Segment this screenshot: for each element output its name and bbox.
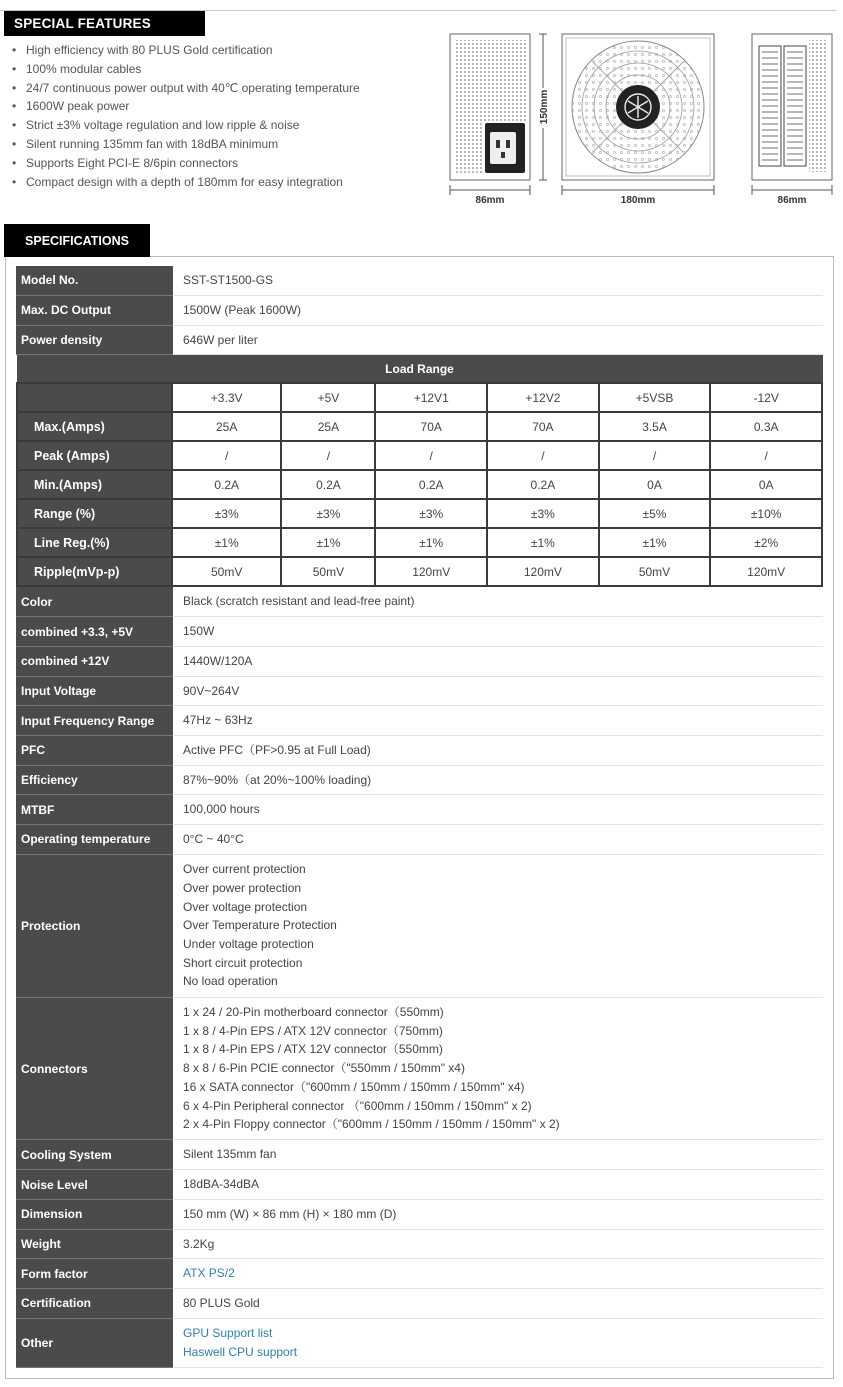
table-row (17, 383, 822, 412)
psu-drawing-svg (443, 30, 839, 210)
load-cell: 0.2A (281, 470, 375, 499)
load-cell: 120mV (375, 557, 487, 586)
load-cell: ±1% (172, 528, 282, 557)
spec-value-line: 150W (183, 624, 215, 639)
load-cell: ±2% (710, 528, 822, 557)
spec-value (173, 676, 823, 706)
load-cell: ±1% (375, 528, 487, 557)
load-cell: 25A (281, 412, 375, 441)
spec-value-line: 2 x 4-Pin Floppy connector（"600mm / 150mm / 150mm / 150mm" x 2) (183, 1117, 560, 1132)
bottom-dimensions (450, 185, 832, 195)
spec-label: Connectors (16, 997, 173, 1140)
spec-label: Other (16, 1318, 173, 1367)
spec-value-line: 6 x 4-Pin Peripheral connector （"600mm / 150mm / 150mm" x 2) (183, 1098, 532, 1113)
spec-value: 1500W (Peak 1600W) (173, 295, 823, 325)
table-row (16, 295, 823, 325)
table-row (16, 266, 823, 295)
load-row-label: Peak (Amps) (17, 441, 172, 470)
spec-value-line: Active PFC（PF>0.95 at Full Load) (183, 742, 371, 757)
load-cell: ±1% (599, 528, 711, 557)
spec-label: Weight (16, 1229, 173, 1259)
load-range-title: Load Range (17, 355, 822, 383)
load-cell: / (487, 441, 599, 470)
spec-value (173, 765, 823, 795)
table-row (16, 1199, 823, 1229)
spec-label: Power density (16, 325, 173, 354)
rear-view (752, 34, 832, 180)
list-item: • Supports Eight PCI-E 8/6pin connectors (12, 154, 360, 173)
load-cell: / (710, 441, 822, 470)
spec-value-line: 1440W/120A (183, 653, 253, 668)
load-column-header: +3.3V (172, 383, 282, 412)
spec-value-line: 150 mm (W) × 86 mm (H) × 180 mm (D) (183, 1206, 397, 1221)
load-cell: / (281, 441, 375, 470)
spec-value-line: 1 x 8 / 4-Pin EPS / ATX 12V connector（550mm) (183, 1042, 443, 1057)
spec-label: Max. DC Output (16, 295, 173, 325)
spec-label: Efficiency (16, 765, 173, 795)
table-row (17, 441, 822, 470)
load-range-table (16, 355, 823, 588)
table-row (16, 646, 823, 676)
table-row (16, 325, 823, 354)
load-cell: 120mV (487, 557, 599, 586)
spec-label: Certification (16, 1288, 173, 1318)
load-cell: / (375, 441, 487, 470)
spec-label: Protection (16, 854, 173, 997)
load-cell: ±1% (487, 528, 599, 557)
table-row (16, 706, 823, 736)
spec-value-line: Black (scratch resistant and lead-free paint) (183, 594, 415, 609)
spec-link[interactable]: ATX PS/2 (183, 1266, 235, 1281)
load-column-header: +12V1 (375, 383, 487, 412)
spec-value (173, 1229, 823, 1259)
spec-value-line: 16 x SATA connector（"600mm / 150mm / 150mm / 150mm" x4) (183, 1079, 525, 1094)
dimension-drawing (443, 30, 839, 210)
load-cell: ±3% (281, 499, 375, 528)
list-item: • Silent running 135mm fan with 18dBA minimum (12, 135, 360, 154)
spec-value (173, 587, 823, 617)
spec-label: Dimension (16, 1199, 173, 1229)
list-item: • High efficiency with 80 PLUS Gold certification (12, 41, 360, 60)
spec-value (173, 1288, 823, 1318)
load-cell: 50mV (599, 557, 711, 586)
load-cell: 0.3A (710, 412, 822, 441)
spec-value (173, 1140, 823, 1170)
spec-label: PFC (16, 735, 173, 765)
spec-label: combined +12V (16, 646, 173, 676)
spec-label: Noise Level (16, 1170, 173, 1200)
load-cell: ±10% (710, 499, 822, 528)
spec-value-line: Silent 135mm fan (183, 1147, 277, 1162)
load-row-label: Ripple(mVp-p) (17, 557, 172, 586)
spec-label: Model No. (16, 266, 173, 295)
list-item: • 24/7 continuous power output with 40℃ operating temperature (12, 79, 360, 98)
load-cell: 0.2A (172, 470, 282, 499)
load-cell: 0.2A (375, 470, 487, 499)
table-row (16, 997, 823, 1140)
load-cell: / (172, 441, 282, 470)
load-cell: 0.2A (487, 470, 599, 499)
spec-value (173, 706, 823, 736)
spec-table (16, 266, 823, 1368)
spec-value: 646W per liter (173, 325, 823, 354)
spec-value (173, 1259, 823, 1289)
spec-value (173, 1199, 823, 1229)
dim-side-width-label: 86mm (475, 195, 505, 206)
spec-value-line: 47Hz ~ 63Hz (183, 713, 253, 728)
dim-height-label: 150mm (539, 89, 550, 125)
spec-link[interactable]: Haswell CPU support (183, 1344, 298, 1359)
height-dimension (535, 34, 551, 180)
table-row (16, 795, 823, 825)
feature-list (12, 41, 360, 191)
spec-label: Form factor (16, 1259, 173, 1289)
dim-top-width-label: 180mm (620, 195, 656, 206)
spec-label: MTBF (16, 795, 173, 825)
table-row (16, 1229, 823, 1259)
spec-value-line: Over power protection (183, 880, 302, 895)
load-row-label: Min.(Amps) (17, 470, 172, 499)
spec-label: combined +3.3, +5V (16, 617, 173, 647)
load-cell: / (599, 441, 711, 470)
spec-value-line: 1 x 8 / 4-Pin EPS / ATX 12V connector（750mm) (183, 1023, 443, 1038)
load-cell: ±1% (281, 528, 375, 557)
load-cell: ±3% (172, 499, 282, 528)
load-row-label: Range (%) (17, 499, 172, 528)
spec-value (173, 617, 823, 647)
table-row (17, 557, 822, 586)
spec-value (173, 1318, 823, 1367)
spec-label: Input Voltage (16, 676, 173, 706)
spec-link[interactable]: GPU Support list (183, 1326, 273, 1341)
specifications-header: SPECIFICATIONS (4, 224, 150, 257)
load-column-header: +12V2 (487, 383, 599, 412)
load-cell: 50mV (281, 557, 375, 586)
special-features-header: SPECIAL FEATURES (4, 11, 205, 36)
load-cell: 25A (172, 412, 282, 441)
table-row (16, 765, 823, 795)
spec-label: Operating temperature (16, 825, 173, 855)
spec-value (173, 825, 823, 855)
spec-value-line: 87%~90%（at 20%~100% loading) (183, 772, 372, 787)
load-cell: 3.5A (599, 412, 711, 441)
dim-rear-width-label: 86mm (777, 195, 807, 206)
table-row (16, 854, 823, 997)
list-item: • 100% modular cables (12, 60, 360, 79)
load-row-label: Max.(Amps) (17, 412, 172, 441)
load-cell: 70A (375, 412, 487, 441)
load-cell: ±3% (487, 499, 599, 528)
spec-value-line: 100,000 hours (183, 802, 260, 817)
table-row (16, 617, 823, 647)
spec-value-line: 90V~264V (183, 683, 240, 698)
spec-value (173, 997, 823, 1140)
list-item: • 1600W peak power (12, 97, 360, 116)
spec-value-line: Over voltage protection (183, 899, 308, 914)
load-cell: 50mV (172, 557, 282, 586)
table-row (16, 1140, 823, 1170)
spec-value-line: Under voltage protection (183, 936, 314, 951)
table-row (16, 587, 823, 617)
spec-value-line: 1 x 24 / 20-Pin motherboard connector（550mm) (183, 1005, 444, 1020)
fan-view (562, 34, 714, 180)
table-row (16, 676, 823, 706)
spec-value-line: No load operation (183, 974, 278, 989)
table-row (17, 412, 822, 441)
spec-value-line: 18dBA-34dBA (183, 1177, 260, 1192)
table-row (16, 1170, 823, 1200)
spec-value (173, 646, 823, 676)
load-cell: 0A (710, 470, 822, 499)
load-column-header: +5V (281, 383, 375, 412)
load-cell: ±5% (599, 499, 711, 528)
spec-value (173, 735, 823, 765)
table-row (17, 499, 822, 528)
spec-value-line: 80 PLUS Gold (183, 1295, 260, 1310)
spec-label: Input Frequency Range (16, 706, 173, 736)
spec-value-line: 8 x 8 / 6-Pin PCIE connector（"550mm / 150mm" x4) (183, 1061, 465, 1076)
load-row-label: Line Reg.(%) (17, 528, 172, 557)
spec-value-line: Short circuit protection (183, 955, 303, 970)
load-column-header: +5VSB (599, 383, 711, 412)
side-view (450, 34, 530, 180)
table-row (16, 1318, 823, 1367)
load-corner-cell (17, 383, 172, 412)
load-cell: 70A (487, 412, 599, 441)
spec-value (173, 795, 823, 825)
spec-value: SST-ST1500-GS (173, 266, 823, 295)
list-item: • Strict ±3% voltage regulation and low ripple & noise (12, 116, 360, 135)
spec-label: Cooling System (16, 1140, 173, 1170)
spec-value (173, 1170, 823, 1200)
table-row (17, 528, 822, 557)
table-row (16, 1288, 823, 1318)
table-row (16, 825, 823, 855)
spec-label: Color (16, 587, 173, 617)
spec-value-line: 3.2Kg (183, 1236, 215, 1251)
spec-value-line: Over current protection (183, 862, 306, 877)
spec-value-line: Over Temperature Protection (183, 918, 337, 933)
table-row (17, 470, 822, 499)
spec-value (173, 854, 823, 997)
load-cell: ±3% (375, 499, 487, 528)
load-cell: 120mV (710, 557, 822, 586)
spec-value-line: 0°C ~ 40°C (183, 831, 244, 846)
load-column-header: -12V (710, 383, 822, 412)
table-row (16, 1259, 823, 1289)
list-item: • Compact design with a depth of 180mm for easy integration (12, 173, 360, 192)
table-row (16, 735, 823, 765)
load-cell: 0A (599, 470, 711, 499)
